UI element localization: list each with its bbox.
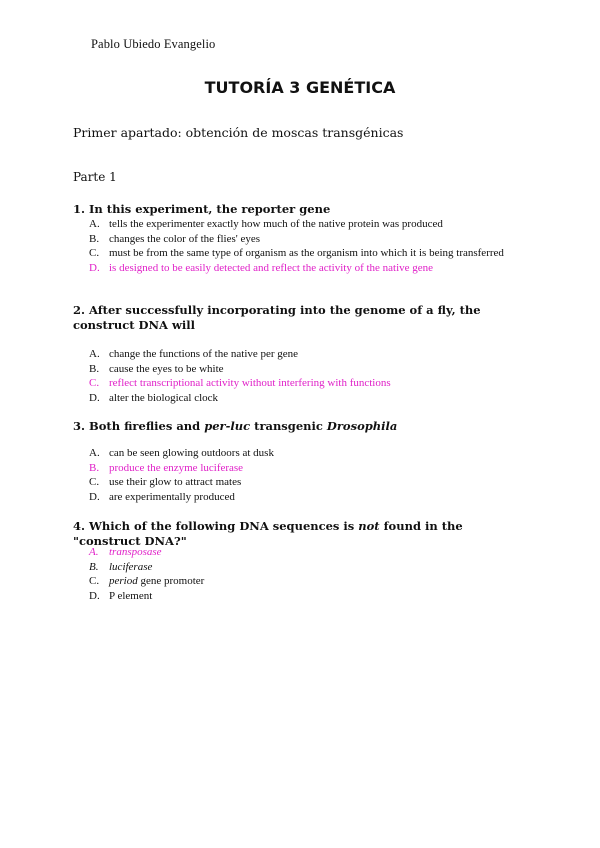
option-3a	[89, 446, 527, 461]
question-2-options	[89, 347, 527, 405]
question-3	[73, 419, 528, 434]
question-2: 2. After successfully incorporating into the genome of a fly, the construct DNA will	[73, 303, 481, 332]
option-letter: B.	[89, 461, 100, 474]
option-letter: A.	[89, 546, 99, 558]
option-text-rest: gene promoter	[137, 575, 205, 588]
option-letter: B.	[89, 362, 100, 375]
option-text: produce the enzyme luciferase	[109, 461, 244, 474]
question-4-italic-not: not	[358, 519, 380, 533]
option-letter: B.	[89, 232, 100, 245]
question-4-prefix: 4. Which of the following DNA sequences is	[73, 519, 359, 533]
option-3b-highlighted	[89, 461, 527, 476]
option-text: change the functions of the native per gene	[109, 348, 299, 360]
question-4-suffix: found in the "construct DNA?"	[73, 519, 463, 548]
option-3d	[89, 490, 527, 505]
option-letter: C.	[89, 575, 100, 588]
option-text: tells the experimenter exactly how much of the native protein was produced	[109, 218, 443, 230]
question-4-options	[89, 545, 527, 603]
option-text: must be from the same type of organism as the organism into which it is being transferred	[109, 247, 504, 260]
option-text: are experimentally produced	[109, 490, 235, 503]
option-1c	[89, 246, 527, 261]
question-1: 1. In this experiment, the reporter gene	[73, 202, 331, 216]
option-letter: A.	[89, 447, 100, 459]
document-title: TUTORÍA 3 GENÉTICA	[204, 78, 396, 97]
question-3-options	[89, 446, 527, 504]
option-3c	[89, 475, 527, 490]
option-letter: D.	[89, 391, 100, 404]
question-3-italic-perluc: per-luc	[204, 419, 251, 433]
question-3-italic-drosophila: Drosophila	[326, 419, 398, 433]
option-text: P element	[109, 589, 153, 602]
option-4d	[89, 589, 527, 604]
author-name: Pablo Ubiedo Evangelio	[91, 37, 216, 51]
option-text: luciferase	[109, 560, 153, 573]
option-text: is designed to be easily detected and reflect the activity of the native gene	[109, 261, 434, 274]
option-letter: B.	[89, 560, 99, 573]
option-letter: C.	[89, 476, 100, 489]
option-text: changes the color of the flies' eyes	[109, 232, 261, 245]
option-letter: D.	[89, 589, 100, 602]
option-letter: C.	[89, 377, 100, 390]
option-letter: D.	[89, 490, 100, 503]
option-letter: C.	[89, 247, 100, 260]
option-text: period	[109, 575, 138, 588]
option-2a	[89, 347, 527, 362]
option-text: cause the eyes to be white	[109, 362, 224, 375]
question-3-middle: transgenic	[250, 419, 327, 433]
option-text: use their glow to attract mates	[109, 476, 242, 489]
option-1b	[89, 232, 527, 247]
option-4a-highlighted	[89, 545, 527, 560]
part-heading: Parte 1	[73, 170, 117, 184]
question-3-prefix: 3. Both fireflies and	[73, 419, 205, 433]
option-letter: D.	[89, 261, 100, 274]
option-text: transposase	[109, 546, 162, 558]
option-2c-highlighted	[89, 376, 527, 391]
option-letter: A.	[89, 348, 100, 360]
option-letter: A.	[89, 218, 100, 230]
option-text: can be seen glowing outdoors at dusk	[109, 447, 274, 459]
section-heading: Primer apartado: obtención de moscas transgénicas	[73, 125, 404, 140]
option-2d	[89, 391, 527, 406]
option-text: alter the biological clock	[109, 391, 219, 404]
option-2b	[89, 362, 527, 377]
question-1-options	[89, 217, 527, 275]
option-4b	[89, 560, 527, 575]
option-text: reflect transcriptional activity without interfering with functions	[109, 377, 391, 390]
option-4c	[89, 574, 527, 589]
option-1d-highlighted	[89, 261, 527, 276]
option-1a	[89, 217, 527, 232]
